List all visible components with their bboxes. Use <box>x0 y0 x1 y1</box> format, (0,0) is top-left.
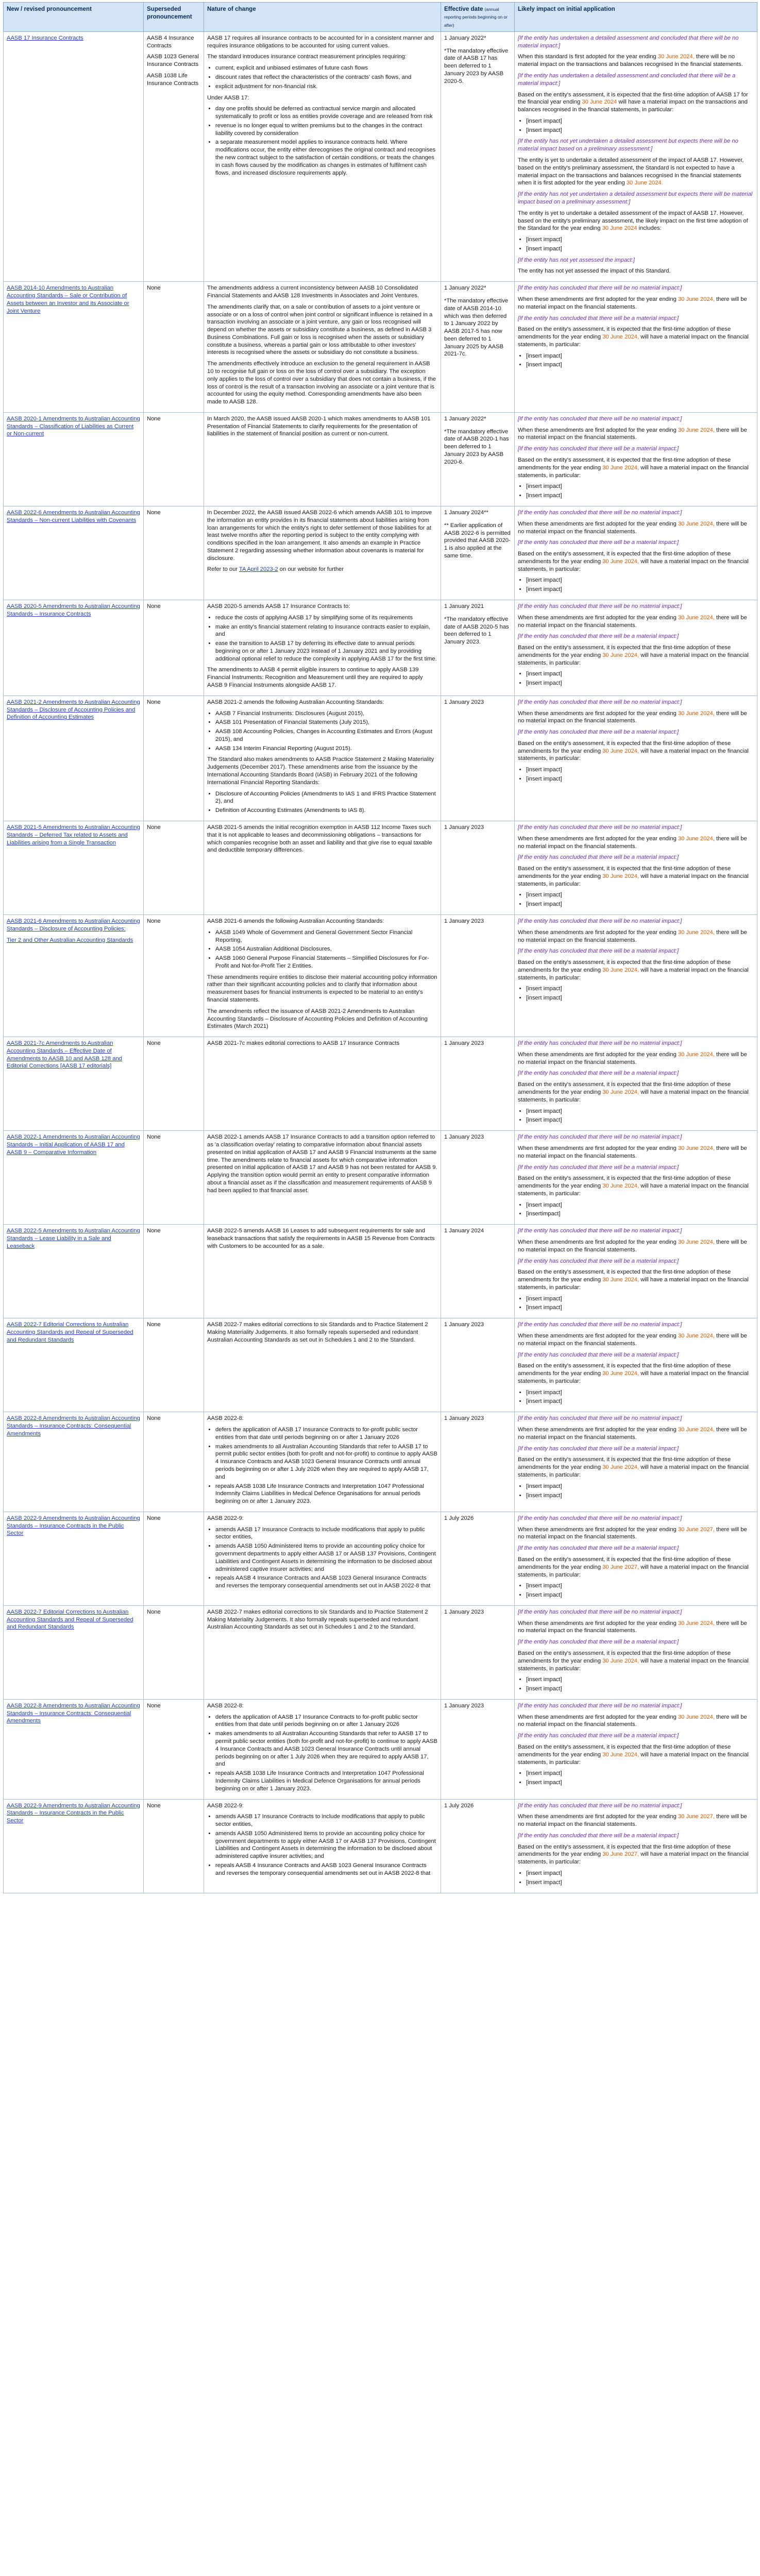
nature-cell: AASB 2021-6 amends the following Australian Accounting Standards: • AASB 1049 Whole of Government and General Government Sector Financial Reporting, • AASB 1054 Australian Additional Disclosures, • AASB 1060 General Purpose Financial Statements – Simplified Disclosures for For-Profit and Not-for-Profit Tier 2 Entities. These amendments require entities to disclose their material accounting policy information rather than their significant accounting policies and to clarify that information about measurement bases for financial instruments is expected to be material to an entity's financial statements. The amendments reflect the issuance of AASB 2021-2 Amendments to Australian Accounting Standards – Disclosure of Accounting Policies and Definition of Accounting Estimates (March 2021) <box>204 914 441 1037</box>
effective-cell: 1 January 2023 <box>441 1412 515 1512</box>
nature-cell: In March 2020, the AASB issued AASB 2020-1 which makes amendments to AASB 101 Presentation of Financial Statements to clarify requirements for the presentation of liabilities in the statement of financial position as current or non-current. <box>204 412 441 506</box>
table-row <box>4 31 757 281</box>
superseded-cell: None <box>144 506 204 600</box>
superseded-cell: None <box>144 1412 204 1512</box>
nature-cell: The amendments address a current inconsistency between AASB 10 Consolidated Financial Statements and AASB 128 Investments in Associates and Joint Ventures. The amendments clarify that, on a sale or contribution of assets to a joint venture or associate or on a loss of control when joint control or significant influence is retained in a transaction involving an associate or a joint venture, any gain or loss recognised will depend on whether the assets or subsidiary constitute a business, as defined in AASB 3 Business Combinations. Full gain or loss is recognised when the assets or subsidiary constitute a business, whereas a partial gain or loss attributable to other investors' interests is recognised where the assets or subsidiary do not constitute a business. The amendments effectively introduce an exclusion to the general requirement in AASB 10 to recognise full gain or loss on the loss of control over a subsidiary. The exception only applies to the loss of control over a subsidiary that does not contain a business, if the loss of control is the result of a transaction involving an associate or a joint venture that is accounted for using the equity method. Corresponding amendments have also been made to AASB 128. <box>204 282 441 413</box>
effective-cell: 1 January 2022* *The mandatory effective date of AASB 2014-10 which was then deferred to 1 January 2022 by AASB 2017-5 has now been deferred to 1 January 2025 by AASB 2021-7c. <box>441 282 515 413</box>
pronouncement-cell <box>4 412 144 506</box>
effective-cell: 1 January 2024** ** Earlier application of AASB 2022-6 is permitted provided that AASB 2020-1 is also applied at the same time. <box>441 506 515 600</box>
col-header-nature: Nature of change <box>204 3 441 32</box>
impact-cell: [If the entity has concluded that there will be no material impact:] When these amendments are first adopted for the year ending 30 June 2027, there will be no material impact on the financial statements. [If the entity has concluded that there will be a material impact:] Based on the entity's assessment, it is expected that the first-time adoption of these amendments for the year ending 30 June 2027, will have a material impact on the financial statements, in particular: • [insert impact] • [insert impact] <box>515 1799 757 1893</box>
pronouncement-link[interactable]: Tier 2 and Other Australian Accounting Standards <box>7 937 133 943</box>
pronouncement-cell <box>4 696 144 821</box>
pronouncement-link[interactable]: AASB 2022-7 Editorial Corrections to Australian Accounting Standards and Repeal of Superseded and Redundant Standards <box>7 1321 133 1343</box>
impact-cell: [If the entity has concluded that there will be no material impact:] When these amendments are first adopted for the year ending 30 June 2024, there will be no material impact on the financial statements. [If the entity has concluded that there will be a material impact:] Based on the entity's assessment, it is expected that the first-time adoption of these amendments for the year ending 30 June 2024, will have a material impact on the financial statements, in particular: • [insert impact] • [insert impact] <box>515 600 757 696</box>
impact-cell: [If the entity has concluded that there will be no material impact:] When these amendments are first adopted for the year ending 30 June 2024, there will be no material impact on the financial statements. [If the entity has concluded that there will be a material impact:] Based on the entity's assessment, it is expected that the first-time adoption of these amendments for the year ending 30 June 2024, will have a material impact on the financial statements, in particular: • [insert impact] • [insert impact] <box>515 1318 757 1412</box>
pronouncement-link[interactable]: AASB 2021-6 Amendments to Australian Accounting Standards – Disclosure of Accounting Policies: <box>7 918 140 932</box>
superseded-cell: None <box>144 1131 204 1225</box>
effective-cell: 1 January 2023 <box>441 696 515 821</box>
table-row <box>4 696 757 821</box>
effective-cell: 1 July 2026 <box>441 1799 515 1893</box>
nature-cell: AASB 2022-7 makes editorial corrections to six Standards and to Practice Statement 2 Making Materiality Judgements. It also formally repeals superseded and redundant Australian Accounting Standards as set out in Schedules 1 and 2 to the Standard. <box>204 1318 441 1412</box>
impact-cell: [If the entity has concluded that there will be no material impact:] When these amendments are first adopted for the year ending 30 June 2024, there will be no material impact on the financial statements. [If the entity has concluded that there will be a material impact:] Based on the entity's assessment, it is expected that the first-time adoption of these amendments for the year ending 30 June 2024, will have a material impact on the financial statements, in particular: • [insert impact] • [insert impact] <box>515 282 757 413</box>
superseded-cell: None <box>144 821 204 914</box>
pronouncement-cell <box>4 1699 144 1799</box>
effective-cell: 1 January 2021 *The mandatory effective date of AASB 2020-5 has been deferred to 1 January 2023. <box>441 600 515 696</box>
impact-cell: [If the entity has undertaken a detailed assessment and concluded that there will be no material impact:] When this standard is first adopted for the year ending 30 June 2024, there will be no material impact on the transactions and balances recognised in the financial statements. [If the entity has undertaken a detailed assessment and concluded that there will be a material impact:] Based on the entity's assessment, it is expected that the first-time adoption of AASB 17 for the financial year ending 30 June 2024 will have a material impact on the transactions and balances recognised in the financial statements, in particular: • [insert impact] • [insert impact] [If the entity has not yet undertaken a detailed assessment but expects there will be no material impact based on a preliminary assessment:] The entity is yet to undertake a detailed assessment of the impact of AASB 17. However, based on the entity's preliminary assessment, the Standard is not expected to have a material impact on the transactions and balances recognised in the financial statements when it is first adopted for the year ending 30 June 2024. [If the entity has not yet undertaken a detailed assessment but expects there will be material impact based on a preliminary assessment:] The entity is yet to undertake a detailed assessment of the impact of AASB 17. However, based on the entity's preliminary assessment, the likely impact on the first time adoption of the Standard for the year ending 30 June 2024 includes: • [insert impact] • [insert impact] [If the entity has not yet assessed the impact:] The entity has not yet assessed the impact of this Standard. <box>515 31 757 281</box>
pronouncement-link[interactable]: AASB 2014-10 Amendments to Australian Accounting Standards – Sale or Contribution of Assets between an Investor and its Associate or Joint Venture <box>7 285 129 314</box>
impact-cell: [If the entity has concluded that there will be no material impact:] When these amendments are first adopted for the year ending 30 June 2024, there will be no material impact on the financial statements. [If the entity has concluded that there will be a material impact:] Based on the entity's assessment, it is expected that the first-time adoption of these amendments for the year ending 30 June 2024, will have a material impact on the financial statements, in particular: • [insert impact] • [insert impact] <box>515 1699 757 1799</box>
table-row <box>4 600 757 696</box>
nature-cell: AASB 2022-8: • defers the application of AASB 17 Insurance Contracts to for-profit public sector entities from that date until periods beginning on or after 1 January 2026 • makes amendments to all Australian Accounting Standards that refer to AASB 17 to permit public sector entities (both for-profit and not-for-profit) to continue to apply AASB 4 Insurance Contracts and AASB 1023 General Insurance Contracts until annual periods beginning on or after 1 July 2026 when they are required to apply AASB 17, and • repeals AASB 1038 Life Insurance Contracts and Interpretation 1047 Professional Indemnity Claims Liabilities in Medical Defence Organisations for annual periods beginning on or after 1 January 2023. <box>204 1699 441 1799</box>
superseded-cell: None <box>144 282 204 413</box>
table-row <box>4 1412 757 1512</box>
impact-cell: [If the entity has concluded that there will be no material impact:] When these amendments are first adopted for the year ending 30 June 2024, there will be no material impact on the financial statements. [If the entity has concluded that there will be a material impact:] Based on the entity's assessment, it is expected that the first-time adoption of these amendments for the year ending 30 June 2024, will have a material impact on the financial statements, in particular: • [insert impact] • [insert impact] <box>515 696 757 821</box>
effective-cell: 1 January 2022* *The mandatory effective date of AASB 2020-1 has been deferred to 1 January 2023 by AASB 2020-6. <box>441 412 515 506</box>
pronouncement-cell <box>4 1318 144 1412</box>
pronouncement-cell <box>4 914 144 1037</box>
effective-cell: 1 January 2022* *The mandatory effective date of AASB 17 has been deferred to 1 January 2023 by AASB 2020-5. <box>441 31 515 281</box>
nature-cell: AASB 17 requires all insurance contracts to be accounted for in a consistent manner and requires insurance obligations to be accounted for using current values. The standard introduces insurance contract measurement principles requiring: • current, explicit and unbiased estimates of future cash flows • discount rates that reflect the characteristics of the contracts' cash flows, and • explicit adjustment for non-financial risk. Under AASB 17: • day one profits should be deferred as contractual service margin and allocated systematically to profit or loss as entities provide coverage and are released from risk • revenue is no longer equal to written premiums but to the changes in the contract liability covered by consideration • a separate measurement model applies to insurance contracts held. Where modifications occur, the entity either derecognises the original contract and recognises the new contract subject to the satisfaction of certain conditions, or treats the changes in cash flows caused by the modification as changes in estimates of fulfilment cash flows, and increased disclosure requirements apply. <box>204 31 441 281</box>
pronouncement-cell <box>4 1799 144 1893</box>
table-row <box>4 1131 757 1225</box>
impact-cell: [If the entity has concluded that there will be no material impact:] When these amendments are first adopted for the year ending 30 June 2024, there will be no material impact on the financial statements. [If the entity has concluded that there will be a material impact:] Based on the entity's assessment, it is expected that the first-time adoption of these amendments for the year ending 30 June 2024, will have a material impact on the financial statements, in particular: • [insert impact] • [insert impact] <box>515 412 757 506</box>
pronouncement-cell <box>4 506 144 600</box>
table-row <box>4 1037 757 1131</box>
pronouncement-link[interactable]: AASB 2022-6 Amendments to Australian Accounting Standards – Non-current Liabilities with Covenants <box>7 509 140 523</box>
effective-cell: 1 July 2026 <box>441 1512 515 1605</box>
nature-cell: AASB 2022-9: • amends AASB 17 Insurance Contracts to include modifications that apply to public sector entities, • amends AASB 1050 Administered Items to provide an accounting policy choice for government departments to apply either AASB 17 or AASB 137 Provisions, Contingent Liabilities and Contingent Assets in determining the information to be disclosed about administered captive insurer activities; and • repeals AASB 4 Insurance Contracts and AASB 1023 General Insurance Contracts and reverses the temporary consequential amendments set out in AASB 2022-8 that <box>204 1799 441 1893</box>
nature-cell: AASB 2020-5 amends AASB 17 Insurance Contracts to: • reduce the costs of applying AASB 17 by simplifying some of its requirements • make an entity's financial statement relating to insurance contracts easier to explain, and • ease the transition to AASB 17 by deferring its effective date to annual periods beginning on or after 1 January 2023 instead of 1 January 2021 and by providing additional optional relief to reduce the complexity in applying AASB 17 for the first time. The amendments to AASB 4 permit eligible insurers to continue to apply AASB 139 Financial Instruments: Recognition and Measurement until they are required to apply AASB 9 Financial Instruments alongside AASB 17. <box>204 600 441 696</box>
nature-cell: In December 2022, the AASB issued AASB 2022-6 which amends AASB 101 to improve the information an entity provides in its financial statements about liabilities arising from loan arrangements for which the entity's right to defer settlement of those liabilities for at least twelve months after the reporting period is subject to the entity complying with conditions specified in the loan arrangement. It also amends an example in Practice Statement 2 regarding assessing whether information about covenants is material for disclosure. Refer to our TA April 2023-2 on our website for further <box>204 506 441 600</box>
pronouncement-link[interactable]: AASB 2020-5 Amendments to Australian Accounting Standards – Insurance Contracts <box>7 603 140 617</box>
ta-link[interactable]: TA April 2023-2 <box>239 566 278 573</box>
pronouncement-link[interactable]: AASB 2021-2 Amendments to Australian Accounting Standards – Disclosure of Accounting Policies and Definition of Accounting Estimates <box>7 699 140 721</box>
pronouncement-link[interactable]: AASB 2022-5 Amendments to Australian Accounting Standards – Lease Liability in a Sale and Leaseback <box>7 1228 140 1249</box>
table-row <box>4 1799 757 1893</box>
superseded-cell: None <box>144 1225 204 1318</box>
col-header-effective: Effective date (annual reporting periods beginning on or after) <box>441 3 515 32</box>
table-row <box>4 412 757 506</box>
pronouncement-cell <box>4 600 144 696</box>
table-header-row <box>4 3 757 32</box>
pronouncement-link[interactable]: AASB 2022-1 Amendments to Australian Accounting Standards – Initial Application of AASB 17 and AASB 9 – Comparative Information <box>7 1134 140 1156</box>
superseded-cell: None <box>144 1318 204 1412</box>
effective-cell: 1 January 2023 <box>441 1037 515 1131</box>
table-row <box>4 821 757 914</box>
table-row <box>4 1512 757 1605</box>
impact-cell: [If the entity has concluded that there will be no material impact:] When these amendments are first adopted for the year ending 30 June 2024, there will be no material impact on the financial statements. [If the entity has concluded that there will be a material impact:] Based on the entity's assessment, it is expected that the first-time adoption of these amendments for the year ending 30 June 2024, will have a material impact on the financial statements, in particular: • [insert impact] • [insertimpact] <box>515 1131 757 1225</box>
superseded-cell: None <box>144 696 204 821</box>
pronouncement-cell <box>4 1412 144 1512</box>
pronouncement-link[interactable]: AASB 2021-7c Amendments to Australian Accounting Standards – Effective Date of Amendments to AASB 10 and AASB 128 and Editorial Corrections [AASB 17 editorials] <box>7 1040 122 1070</box>
nature-cell: AASB 2021-7c makes editorial corrections to AASB 17 Insurance Contracts <box>204 1037 441 1131</box>
pronouncement-link[interactable]: AASB 17 Insurance Contracts <box>7 35 83 41</box>
col-header-pronouncement: New / revised pronouncement <box>4 3 144 32</box>
table-row <box>4 914 757 1037</box>
table-row <box>4 282 757 413</box>
nature-cell: AASB 2022-7 makes editorial corrections to six Standards and to Practice Statement 2 Making Materiality Judgements. It also formally repeals superseded and redundant Australian Accounting Standards as set out in Schedules 1 and 2 to the Standard. <box>204 1605 441 1699</box>
pronouncement-link[interactable]: AASB 2021-5 Amendments to Australian Accounting Standards – Deferred Tax related to Assets and Liabilities arising from a Single Transaction <box>7 824 140 846</box>
impact-cell: [If the entity has concluded that there will be no material impact:] When these amendments are first adopted for the year ending 30 June 2024, there will be no material impact on the financial statements. [If the entity has concluded that there will be a material impact:] Based on the entity's assessment, it is expected that the first-time adoption of these amendments for the year ending 30 June 2024, will have a material impact on the financial statements, in particular: • [insert impact] • [insert impact] <box>515 1412 757 1512</box>
effective-cell: 1 January 2023 <box>441 914 515 1037</box>
pronouncement-cell <box>4 282 144 413</box>
nature-cell: AASB 2022-9: • amends AASB 17 Insurance Contracts to include modifications that apply to public sector entities, • amends AASB 1050 Administered Items to provide an accounting policy choice for government departments to apply either AASB 17 or AASB 137 Provisions, Contingent Liabilities and Contingent Assets in determining the information to be disclosed about administered captive insurer activities; and • repeals AASB 4 Insurance Contracts and AASB 1023 General Insurance Contracts and reverses the temporary consequential amendments set out in AASB 2022-8 that <box>204 1512 441 1605</box>
pronouncement-link[interactable]: AASB 2022-8 Amendments to Australian Accounting Standards – Insurance Contracts: Consequential Amendments <box>7 1702 140 1724</box>
impact-cell: [If the entity has concluded that there will be no material impact:] When these amendments are first adopted for the year ending 30 June 2024, there will be no material impact on the financial statements. [If the entity has concluded that there will be a material impact:] Based on the entity's assessment, it is expected that the first-time adoption of these amendments for the year ending 30 June 2024, will have a material impact on the financial statements, in particular: • [insert impact] • [insert impact] <box>515 821 757 914</box>
effective-cell: 1 January 2024 <box>441 1225 515 1318</box>
nature-cell: AASB 2022-5 amends AASB 16 Leases to add subsequent requirements for sale and leaseback transactions that satisfy the requirements in AASB 15 Revenue from Contracts with Customers to be accounted for as a sale. <box>204 1225 441 1318</box>
pronouncement-cell <box>4 31 144 281</box>
col-header-impact: Likely impact on initial application <box>515 3 757 32</box>
pronouncements-table <box>3 2 757 1893</box>
col-header-superseded: Superseded pronouncement <box>144 3 204 32</box>
table-row <box>4 1699 757 1799</box>
superseded-cell: None <box>144 1699 204 1799</box>
superseded-cell: None <box>144 600 204 696</box>
pronouncement-cell <box>4 1605 144 1699</box>
superseded-cell: None <box>144 1799 204 1893</box>
pronouncement-link[interactable]: AASB 2022-8 Amendments to Australian Accounting Standards – Insurance Contracts: Consequential Amendments <box>7 1415 140 1437</box>
pronouncement-link[interactable]: AASB 2022-9 Amendments to Australian Accounting Standards – Insurance Contracts in the Public Sector <box>7 1515 140 1537</box>
table-row <box>4 1318 757 1412</box>
pronouncement-link[interactable]: AASB 2022-9 Amendments to Australian Accounting Standards – Insurance Contracts in the Public Sector <box>7 1802 140 1824</box>
pronouncement-cell <box>4 1225 144 1318</box>
effective-cell: 1 January 2023 <box>441 1318 515 1412</box>
effective-cell: 1 January 2023 <box>441 1699 515 1799</box>
nature-cell: AASB 2021-2 amends the following Australian Accounting Standards: • AASB 7 Financial Instruments: Disclosures (August 2015), • AASB 101 Presentation of Financial Statements (July 2015), • AASB 108 Accounting Policies, Changes in Accounting Estimates and Errors (August 2015), and • AASB 134 Interim Financial Reporting (August 2015). The Standard also makes amendments to AASB Practice Statement 2 Making Materiality Judgements (December 2017). These amendments arise from the issuance by the International Accounting Standards Board (IASB) in February 2021 of the following International Financial Reporting Standards: • Disclosure of Accounting Policies (Amendments to IAS 1 and IFRS Practice Statement 2), and • Definition of Accounting Estimates (Amendments to IAS 8). <box>204 696 441 821</box>
pronouncement-link[interactable]: AASB 2020-1 Amendments to Australian Accounting Standards – Classification of Liabilities as Current or Non-current <box>7 415 140 437</box>
pronouncement-cell <box>4 1131 144 1225</box>
pronouncement-link[interactable]: AASB 2022-7 Editorial Corrections to Australian Accounting Standards and Repeal of Superseded and Redundant Standards <box>7 1608 133 1631</box>
superseded-cell: AASB 4 Insurance Contracts AASB 1023 General Insurance Contracts AASB 1038 Life Insurance Contracts <box>144 31 204 281</box>
impact-cell: [If the entity has concluded that there will be no material impact:] When these amendments are first adopted for the year ending 30 June 2024, there will be no material impact on the financial statements. [If the entity has concluded that there will be a material impact:] Based on the entity's assessment, it is expected that the first-time adoption of these amendments for the year ending 30 June 2024, will have a material impact on the financial statements, in particular: • [insert impact] • [insert impact] <box>515 506 757 600</box>
pronouncement-cell <box>4 1037 144 1131</box>
table-row <box>4 1225 757 1318</box>
nature-cell: AASB 2022-1 amends AASB 17 Insurance Contracts to add a transition option referred to as 'a classification overlay' relating to comparative information about financial assets presented on initial application of AASB 17 and AASB 9 Financial Instruments at the same time. The amendments relate to financial assets for which comparative information presented on initial application of AASB 17 and AASB 9 has not been restated for AASB 9. Applying the transition option would permit an entity to present comparative information about a financial asset as if the classification and measurement requirements of AASB 9 had been applied to that financial asset. <box>204 1131 441 1225</box>
impact-cell: [If the entity has concluded that there will be no material impact:] When these amendments are first adopted for the year ending 30 June 2027, there will be no material impact on the financial statements. [If the entity has concluded that there will be a material impact:] Based on the entity's assessment, it is expected that the first-time adoption of these amendments for the year ending 30 June 2027, will have a material impact on the financial statements, in particular: • [insert impact] • [insert impact] <box>515 1512 757 1605</box>
effective-cell: 1 January 2023 <box>441 1605 515 1699</box>
impact-cell: [If the entity has concluded that there will be no material impact:] When these amendments are first adopted for the year ending 30 June 2024, there will be no material impact on the financial statements. [If the entity has concluded that there will be a material impact:] Based on the entity's assessment, it is expected that the first-time adoption of these amendments for the year ending 30 June 2024, will have a material impact on the financial statements, in particular: • [insert impact] • [insert impact] <box>515 1605 757 1699</box>
pronouncement-cell <box>4 821 144 914</box>
table-row <box>4 506 757 600</box>
superseded-cell: None <box>144 1605 204 1699</box>
table-row <box>4 1605 757 1699</box>
superseded-cell: None <box>144 914 204 1037</box>
superseded-cell: None <box>144 1037 204 1131</box>
superseded-cell: None <box>144 1512 204 1605</box>
nature-cell: AASB 2022-8: • defers the application of AASB 17 Insurance Contracts to for-profit public sector entities from that date until periods beginning on or after 1 January 2026 • makes amendments to all Australian Accounting Standards that refer to AASB 17 to permit public sector entities (both for-profit and not-for-profit) to continue to apply AASB 4 Insurance Contracts and AASB 1023 General Insurance Contracts until annual periods beginning on or after 1 July 2026 when they are required to apply AASB 17, and • repeals AASB 1038 Life Insurance Contracts and Interpretation 1047 Professional Indemnity Claims Liabilities in Medical Defence Organisations for annual periods beginning on or after 1 January 2023. <box>204 1412 441 1512</box>
nature-cell: AASB 2021-5 amends the initial recognition exemption in AASB 112 Income Taxes such that it is not applicable to leases and decommissioning obligations – transactions for which companies recognise both an asset and liability and that give rise to equal taxable and deductible temporary differences. <box>204 821 441 914</box>
impact-cell: [If the entity has concluded that there will be no material impact:] When these amendments are first adopted for the year ending 30 June 2024, there will be no material impact on the financial statements. [If the entity has concluded that there will be a material impact:] Based on the entity's assessment, it is expected that the first-time adoption of these amendments for the year ending 30 June 2024, will have a material impact on the financial statements, in particular: • [insert impact] • [insert impact] <box>515 914 757 1037</box>
impact-cell: [If the entity has concluded that there will be no material impact:] When these amendments are first adopted for the year ending 30 June 2024, there will be no material impact on the financial statements. [If the entity has concluded that there will be a material impact:] Based on the entity's assessment, it is expected that the first-time adoption of these amendments for the year ending 30 June 2024, will have a material impact on the financial statements, in particular: • [insert impact] • [insert impact] <box>515 1037 757 1131</box>
pronouncement-cell <box>4 1512 144 1605</box>
effective-cell: 1 January 2023 <box>441 821 515 914</box>
impact-cell: [If the entity has concluded that there will be no material impact:] When these amendments are first adopted for the year ending 30 June 2024, there will be no material impact on the financial statements. [If the entity has concluded that there will be a material impact:] Based on the entity's assessment, it is expected that the first-time adoption of these amendments for the year ending 30 June 2024, will have a material impact on the financial statements, in particular: • [insert impact] • [insert impact] <box>515 1225 757 1318</box>
superseded-cell: None <box>144 412 204 506</box>
effective-cell: 1 January 2023 <box>441 1131 515 1225</box>
